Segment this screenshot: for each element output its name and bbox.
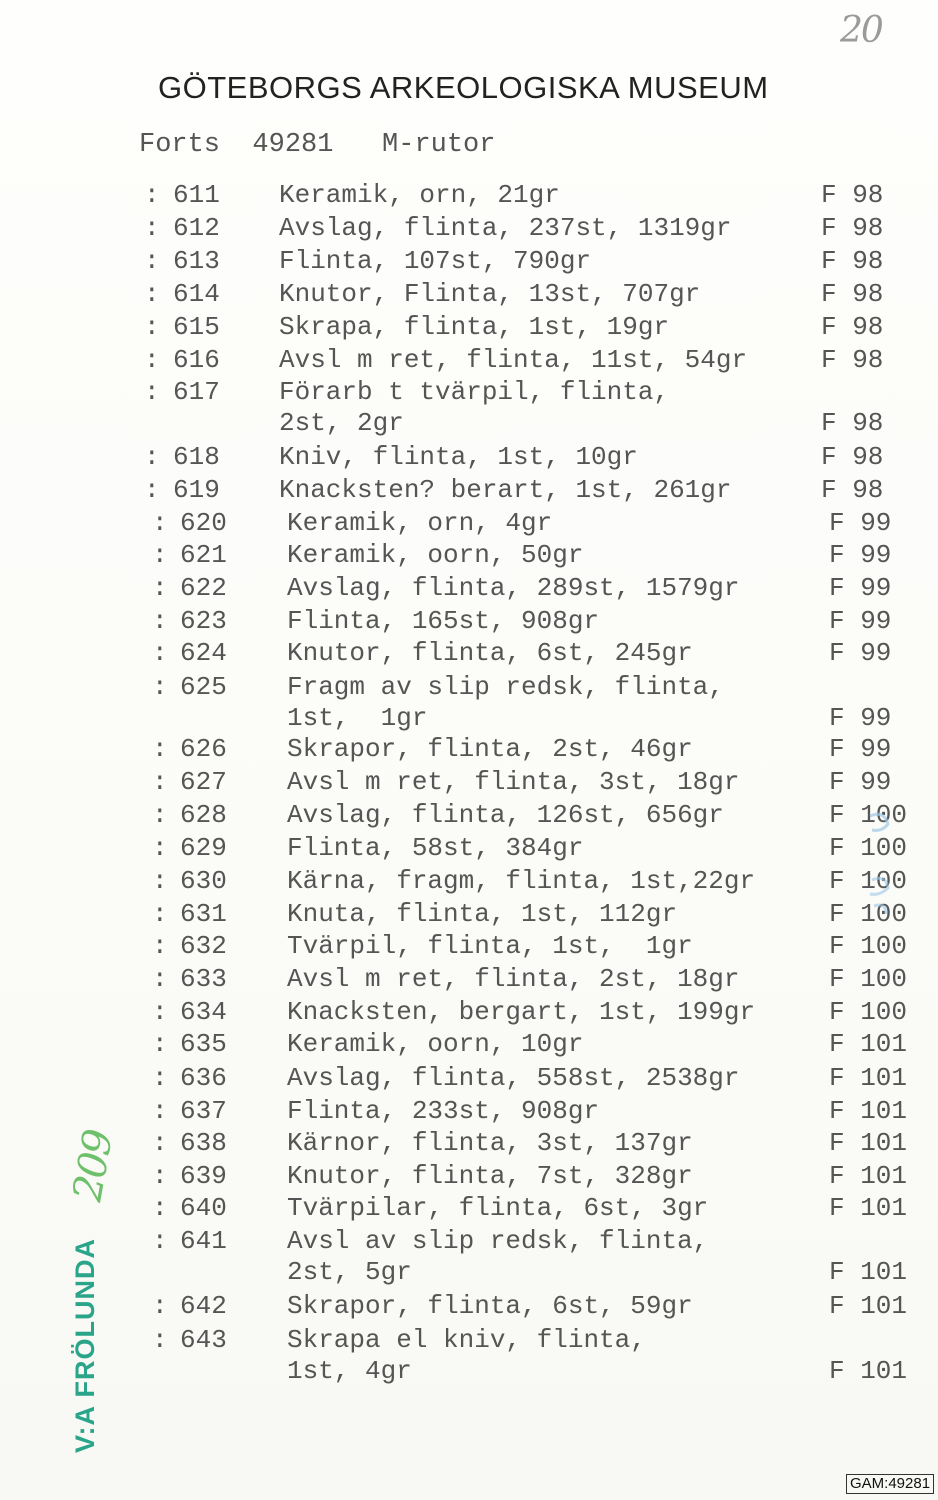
entry-colon: : bbox=[152, 638, 168, 668]
entry-find-reference: F 101 bbox=[829, 1291, 908, 1321]
side-stamp-printed: V:A FRÖLUNDA bbox=[70, 1238, 100, 1453]
entry-colon: : bbox=[152, 964, 168, 994]
side-stamp-handwritten: 209 bbox=[64, 1127, 118, 1205]
entry-description: Avsl m ret, flinta, 3st, 18gr bbox=[287, 767, 740, 797]
entry-number: 637 bbox=[180, 1096, 227, 1126]
entry-description: Skrapa el kniv, flinta, bbox=[287, 1325, 646, 1355]
entry-description: Avsl m ret, flinta, 2st, 18gr bbox=[287, 964, 740, 994]
entry-description: Knutor, flinta, 6st, 245gr bbox=[287, 638, 693, 668]
entry-number: 625 bbox=[180, 672, 227, 702]
entry-description: Tvärpil, flinta, 1st, 1gr bbox=[287, 931, 693, 961]
entry-colon: : bbox=[152, 997, 168, 1027]
museum-header: GÖTEBORGS ARKEOLOGISKA MUSEUM bbox=[158, 70, 769, 105]
entry-number: 636 bbox=[180, 1063, 227, 1093]
entry-description: Flinta, 58st, 384gr bbox=[287, 833, 584, 863]
entry-find-reference: F 101 bbox=[829, 1356, 908, 1386]
side-stamp bbox=[48, 1095, 118, 1465]
entry-description: Avsl av slip redsk, flinta, bbox=[287, 1226, 709, 1256]
entry-find-reference: F 98 bbox=[821, 345, 884, 375]
entry-find-reference: F 101 bbox=[829, 1096, 908, 1126]
entry-colon: : bbox=[152, 800, 168, 830]
entry-number: 619 bbox=[173, 475, 220, 505]
entry-colon: : bbox=[144, 213, 160, 243]
entry-find-reference: F 100 bbox=[829, 833, 908, 863]
entry-find-reference: F 101 bbox=[829, 1193, 908, 1223]
entry-number: 626 bbox=[180, 734, 227, 764]
entry-number: 638 bbox=[180, 1128, 227, 1158]
entry-description: Kärnor, flinta, 3st, 137gr bbox=[287, 1128, 693, 1158]
entry-description: Keramik, oorn, 10gr bbox=[287, 1029, 584, 1059]
entry-find-reference: F 98 bbox=[821, 279, 884, 309]
entry-description: 1st, 1gr bbox=[287, 703, 428, 733]
entry-colon: : bbox=[152, 1096, 168, 1126]
entry-find-reference: F 98 bbox=[821, 442, 884, 472]
entry-description: Skrapor, flinta, 6st, 59gr bbox=[287, 1291, 693, 1321]
entry-description: Flinta, 233st, 908gr bbox=[287, 1096, 600, 1126]
entry-colon: : bbox=[144, 246, 160, 276]
entry-colon: : bbox=[152, 1193, 168, 1223]
entry-number: 612 bbox=[173, 213, 220, 243]
entry-description: Förarb t tvärpil, flinta, bbox=[279, 377, 670, 407]
entry-number: 643 bbox=[180, 1325, 227, 1355]
entry-find-reference: F 98 bbox=[821, 180, 884, 210]
entry-colon: : bbox=[144, 442, 160, 472]
entry-find-reference: F 100 bbox=[829, 899, 908, 929]
entry-find-reference: F 98 bbox=[821, 475, 884, 505]
catalog-number-label: GAM:49281 bbox=[846, 1474, 934, 1494]
entry-find-reference: F 99 bbox=[829, 508, 892, 538]
entry-find-reference: F 101 bbox=[829, 1128, 908, 1158]
entry-colon: : bbox=[152, 833, 168, 863]
entry-colon: : bbox=[152, 508, 168, 538]
entry-description: Avslag, flinta, 237st, 1319gr bbox=[279, 213, 732, 243]
entry-find-reference: F 100 bbox=[829, 931, 908, 961]
entry-find-reference: F 101 bbox=[829, 1029, 908, 1059]
entry-find-reference: F 99 bbox=[829, 540, 892, 570]
entry-description: Avsl m ret, flinta, 11st, 54gr bbox=[279, 345, 748, 375]
entry-colon: : bbox=[152, 1063, 168, 1093]
entry-find-reference: F 99 bbox=[829, 703, 892, 733]
entry-number: 630 bbox=[180, 866, 227, 896]
entry-find-reference: F 99 bbox=[829, 573, 892, 603]
entry-description: Avslag, flinta, 289st, 1579gr bbox=[287, 573, 740, 603]
entry-colon: : bbox=[152, 931, 168, 961]
entry-find-reference: F 100 bbox=[829, 964, 908, 994]
entry-colon: : bbox=[144, 475, 160, 505]
entry-find-reference: F 98 bbox=[821, 246, 884, 276]
entry-find-reference: F 99 bbox=[829, 767, 892, 797]
entry-number: 634 bbox=[180, 997, 227, 1027]
entry-colon: : bbox=[144, 377, 160, 407]
entry-number: 635 bbox=[180, 1029, 227, 1059]
entry-number: 622 bbox=[180, 573, 227, 603]
entry-description: 1st, 4gr bbox=[287, 1356, 412, 1386]
entry-description: Knacksten, bergart, 1st, 199gr bbox=[287, 997, 756, 1027]
entry-colon: : bbox=[152, 1226, 168, 1256]
entry-colon: : bbox=[152, 1325, 168, 1355]
entry-description: Avslag, flinta, 126st, 656gr bbox=[287, 800, 724, 830]
entry-find-reference: F 99 bbox=[829, 734, 892, 764]
entry-description: Kniv, flinta, 1st, 10gr bbox=[279, 442, 638, 472]
entry-number: 633 bbox=[180, 964, 227, 994]
card-subheading: Forts 49281 M-rutor bbox=[139, 130, 496, 160]
entry-number: 641 bbox=[180, 1226, 227, 1256]
entry-colon: : bbox=[144, 279, 160, 309]
entry-colon: : bbox=[152, 573, 168, 603]
entry-colon: : bbox=[152, 734, 168, 764]
entry-description: Avslag, flinta, 558st, 2538gr bbox=[287, 1063, 740, 1093]
entry-number: 621 bbox=[180, 540, 227, 570]
entry-number: 629 bbox=[180, 833, 227, 863]
entry-find-reference: F 100 bbox=[829, 997, 908, 1027]
entry-number: 615 bbox=[173, 312, 220, 342]
entry-description: Fragm av slip redsk, flinta, bbox=[287, 672, 724, 702]
entry-number: 611 bbox=[173, 180, 220, 210]
entry-number: 640 bbox=[180, 1193, 227, 1223]
entry-find-reference: F 99 bbox=[829, 638, 892, 668]
entry-number: 614 bbox=[173, 279, 220, 309]
entry-colon: : bbox=[152, 866, 168, 896]
entry-number: 627 bbox=[180, 767, 227, 797]
blue-annotation-mark bbox=[864, 810, 898, 920]
entry-description: Flinta, 107st, 790gr bbox=[279, 246, 592, 276]
entry-colon: : bbox=[152, 899, 168, 929]
entry-description: Kärna, fragm, flinta, 1st,22gr bbox=[287, 866, 756, 896]
entry-number: 628 bbox=[180, 800, 227, 830]
entry-colon: : bbox=[144, 180, 160, 210]
entry-colon: : bbox=[152, 1029, 168, 1059]
entry-number: 613 bbox=[173, 246, 220, 276]
entry-find-reference: F 101 bbox=[829, 1257, 908, 1287]
entry-description: 2st, 2gr bbox=[279, 408, 404, 438]
entry-description: Knacksten? berart, 1st, 261gr bbox=[279, 475, 732, 505]
entry-colon: : bbox=[152, 540, 168, 570]
entry-colon: : bbox=[144, 345, 160, 375]
entry-number: 631 bbox=[180, 899, 227, 929]
entry-number: 632 bbox=[180, 931, 227, 961]
entry-description: Flinta, 165st, 908gr bbox=[287, 606, 600, 636]
entry-colon: : bbox=[152, 1128, 168, 1158]
entry-number: 618 bbox=[173, 442, 220, 472]
entry-colon: : bbox=[152, 767, 168, 797]
entry-description: Tvärpilar, flinta, 6st, 3gr bbox=[287, 1193, 709, 1223]
entry-number: 620 bbox=[180, 508, 227, 538]
entry-number: 617 bbox=[173, 377, 220, 407]
entry-colon: : bbox=[152, 1161, 168, 1191]
entry-colon: : bbox=[152, 606, 168, 636]
entry-number: 616 bbox=[173, 345, 220, 375]
entry-find-reference: F 100 bbox=[829, 866, 908, 896]
corner-page-number: 20 bbox=[840, 10, 882, 51]
entry-description: Knuta, flinta, 1st, 112gr bbox=[287, 899, 678, 929]
entry-description: Skrapa, flinta, 1st, 19gr bbox=[279, 312, 670, 342]
entry-find-reference: F 98 bbox=[821, 213, 884, 243]
entry-number: 639 bbox=[180, 1161, 227, 1191]
entry-number: 623 bbox=[180, 606, 227, 636]
entry-find-reference: F 101 bbox=[829, 1063, 908, 1093]
entry-colon: : bbox=[144, 312, 160, 342]
entry-description: Skrapor, flinta, 2st, 46gr bbox=[287, 734, 693, 764]
entry-colon: : bbox=[152, 1291, 168, 1321]
entry-find-reference: F 98 bbox=[821, 408, 884, 438]
entry-description: Knutor, Flinta, 13st, 707gr bbox=[279, 279, 701, 309]
entry-number: 624 bbox=[180, 638, 227, 668]
entry-find-reference: F 98 bbox=[821, 312, 884, 342]
entry-colon: : bbox=[152, 672, 168, 702]
entry-description: Keramik, orn, 21gr bbox=[279, 180, 560, 210]
entry-find-reference: F 101 bbox=[829, 1161, 908, 1191]
entry-description: Knutor, flinta, 7st, 328gr bbox=[287, 1161, 693, 1191]
entry-description: 2st, 5gr bbox=[287, 1257, 412, 1287]
entry-description: Keramik, orn, 4gr bbox=[287, 508, 553, 538]
entry-number: 642 bbox=[180, 1291, 227, 1321]
entry-find-reference: F 99 bbox=[829, 606, 892, 636]
entry-find-reference: F 100 bbox=[829, 800, 908, 830]
entry-description: Keramik, oorn, 50gr bbox=[287, 540, 584, 570]
